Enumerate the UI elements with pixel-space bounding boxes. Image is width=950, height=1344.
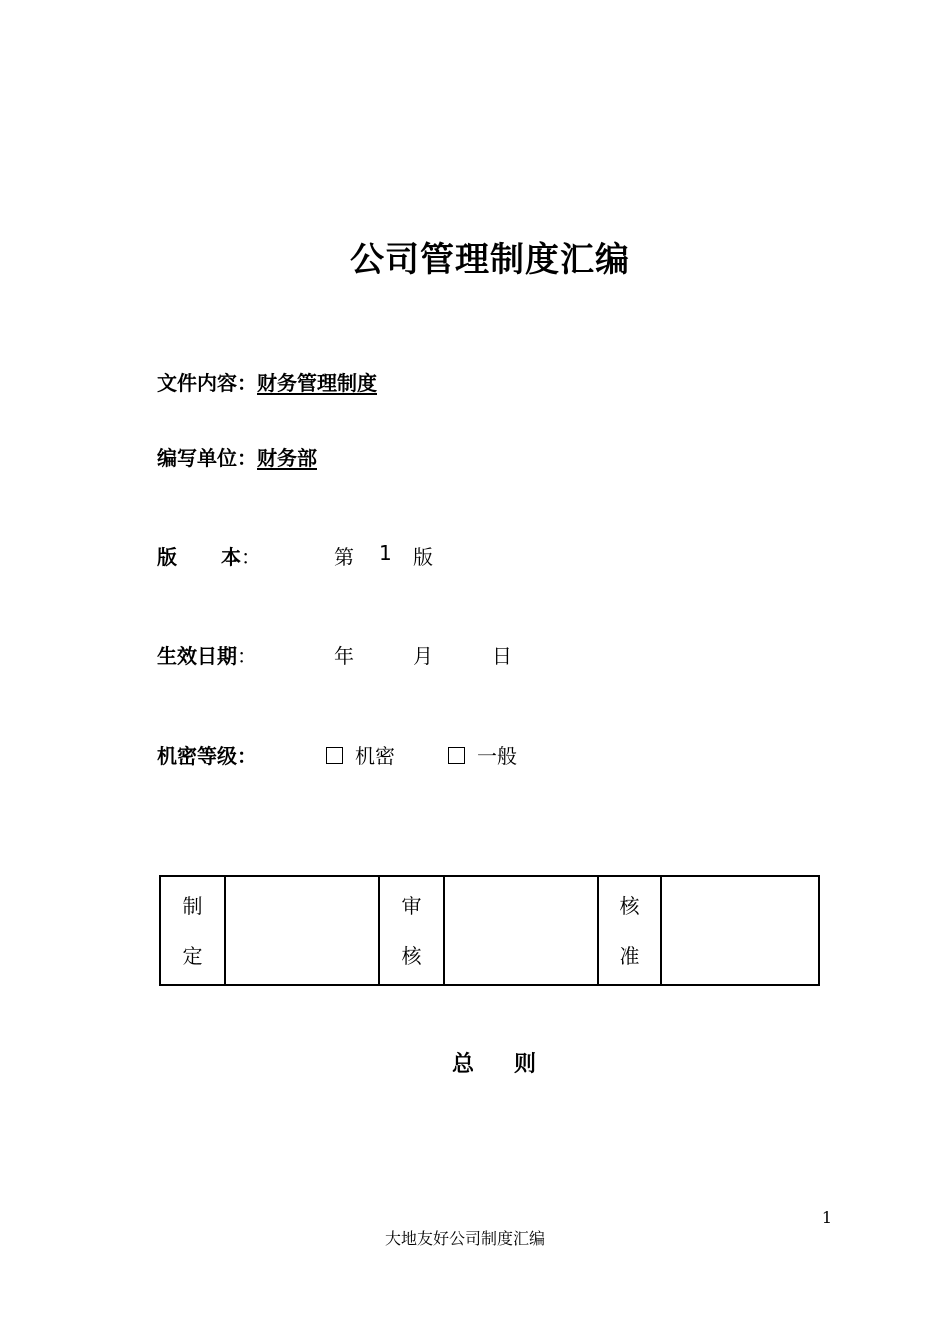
drafted-label-bottom: 定: [182, 943, 203, 968]
general-option[interactable]: [448, 740, 517, 769]
confidentiality-field: [157, 740, 257, 769]
reviewed-signature-cell[interactable]: [444, 876, 598, 985]
date-year: 年: [334, 644, 354, 668]
approved-signature-cell[interactable]: [661, 876, 819, 985]
unit-value: 财务部: [257, 446, 317, 470]
approved-label-bottom: 准: [619, 943, 640, 968]
reviewed-label-bottom: 核: [401, 943, 422, 968]
reviewed-label-cell: [379, 876, 444, 985]
content-field: [157, 367, 377, 396]
effective-date-field: [157, 640, 257, 669]
version-label-b: 本: [221, 545, 241, 569]
version-colon: ：: [241, 545, 261, 569]
version-number: 1: [379, 541, 392, 565]
unit-label: 编写单位：: [157, 446, 257, 470]
footer-text: 大地友好公司制度汇编: [384, 1229, 545, 1248]
approved-label-cell: [598, 876, 661, 985]
unit-field: [157, 442, 317, 471]
reviewed-label-top: 审: [401, 893, 422, 918]
section-title-b: 则: [514, 1052, 537, 1077]
confidential-option[interactable]: [326, 740, 395, 769]
approval-table: [159, 875, 820, 986]
confidential-option-label: 机密: [355, 744, 395, 768]
document-title: 公司管理制度汇编: [350, 240, 630, 280]
section-title-a: 总: [452, 1052, 475, 1077]
section-title: [452, 1047, 536, 1078]
effective-date-label: 生效日期: [157, 644, 237, 668]
approved-label-top: 核: [619, 893, 640, 918]
confidentiality-label: 机密等级：: [157, 744, 257, 768]
effective-date-colon: ：: [237, 644, 257, 668]
confidential-checkbox[interactable]: [326, 747, 343, 764]
page-number: 1: [821, 1208, 832, 1227]
content-label: 文件内容：: [157, 371, 257, 395]
date-day: 日: [492, 644, 512, 668]
drafted-label-top: 制: [182, 893, 203, 918]
version-suffix: 版: [413, 545, 433, 569]
general-checkbox[interactable]: [448, 747, 465, 764]
content-value: 财务管理制度: [257, 371, 377, 395]
version-field: [157, 541, 261, 570]
general-option-label: 一般: [477, 744, 517, 768]
version-prefix: 第: [334, 545, 354, 569]
date-month: 月: [413, 644, 433, 668]
drafted-signature-cell[interactable]: [225, 876, 379, 985]
version-label-a: 版: [157, 545, 177, 569]
drafted-label-cell: [160, 876, 225, 985]
